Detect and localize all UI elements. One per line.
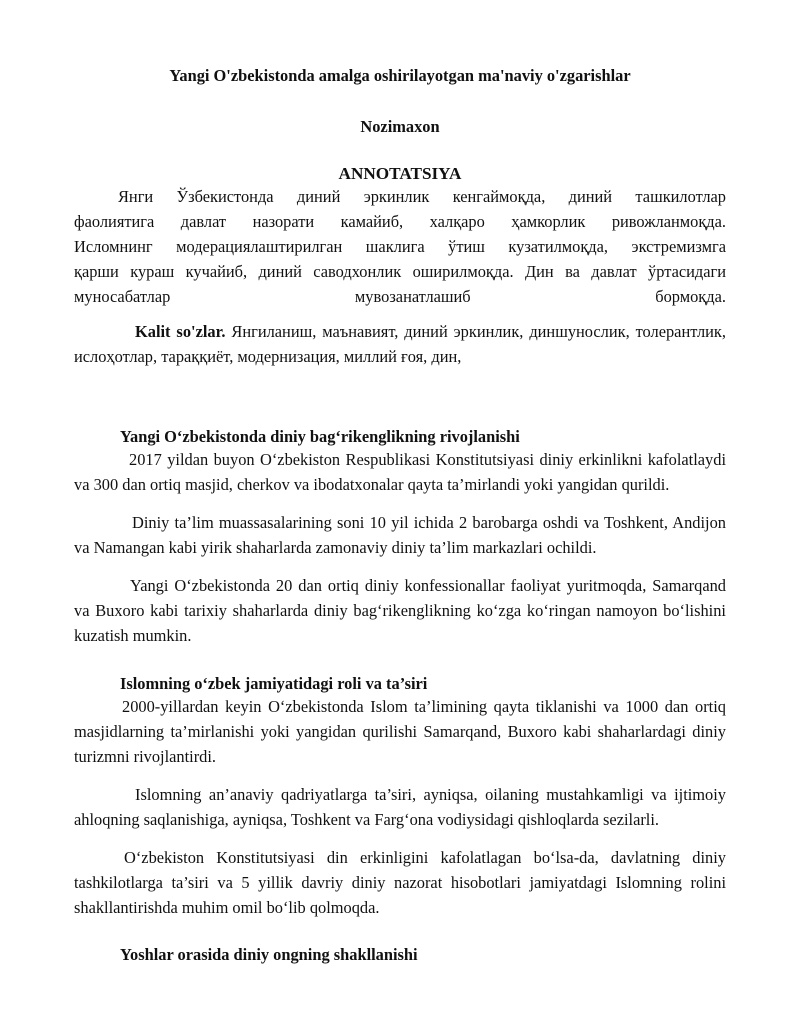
section-paragraph: Yangi O‘zbekistonda 20 dan ortiq diniy konfessionallar faoliyat yuritmoqda, Samarqand va Buxoro kabi tarixiy shaharlarda diniy bag‘rikenglikning ko‘zga ko‘ringan namoyon bo‘lishini kuzatish mumkin.	[74, 576, 726, 645]
author-name: Nozimaxon	[360, 117, 440, 136]
annotation-heading: ANNOTATSIYA	[338, 164, 462, 183]
section-heading: Islomning o‘zbek jamiyatidagi roli va ta’siri	[120, 674, 428, 693]
section-paragraph: O‘zbekiston Konstitutsiyasi din erkinligini kafolatlagan bo‘lsa-da, davlatning diniy tashkilotlarga ta’siri va 5 yillik davriy diniy nazorat hisobotlari jamiyatdagi Islomning rolini shakllantirishda muhim omil bo‘lib qolmoqda.	[74, 848, 726, 917]
annotation-line: Янги Ўзбекистонда диний эркинлик кенгаймоқда, диний ташкилотлар	[118, 187, 726, 206]
section-paragraph: Diniy ta’lim muassasalarining soni 10 yil ichida 2 barobarga oshdi va Toshkent, Andijon va Namangan kabi yirik shaharlarda zamonaviy diniy ta’lim markazlari ochildi.	[74, 513, 726, 557]
annotation-line: қарши кураш кучайиб, диний саводхонлик оширилмоқда. Дин ва давлат ўртасидаги	[74, 262, 726, 281]
document-page	[74, 66, 726, 965]
section-heading: Yoshlar orasida diniy ongning shakllanishi	[120, 945, 418, 964]
annotation-line: муносабатлар мувозанатлашиб бормоқда.	[74, 287, 726, 306]
keywords-text: Янгиланиш, маънавият, диний эркинлик, диншунослик, толерантлик, ислоҳотлар, тараққиёт, модернизация, миллий ғоя, дин,	[74, 322, 726, 366]
section-paragraph: 2000-yillardan keyin O‘zbekistonda Islom ta’limining qayta tiklanishi va 1000 dan ortiq masjidlarning ta’mirlanishi yoki yangidan qurilishi Samarqand, Buxoro kabi shaharlardagi diniy turizmni rivojlantirdi.	[74, 697, 726, 766]
keywords-paragraph	[74, 319, 726, 369]
annotation-line: фаолиятига давлат назорати камайиб, халқаро ҳамкорлик ривожланмоқда.	[74, 212, 726, 231]
annotation-body	[74, 184, 726, 309]
section-paragraph: Islomning an’anaviy qadriyatlarga ta’siri, ayniqsa, oilaning mustahkamligi va ijtimoiy ahloqning saqlanishiga, ayniqsa, Toshkent va Farg‘ona vodiysidagi qishloqlarda sezilarli.	[74, 785, 726, 829]
annotation-line: Исломнинг модерациялаштирилган шаклига ўтиш кузатилмоқда, экстремизмга	[74, 237, 726, 256]
document-title: Yangi O'zbekistonda amalga oshirilayotgan ma'naviy o'zgarishlar	[169, 66, 631, 85]
keywords-label: Kalit so'zlar.	[135, 322, 226, 341]
section-paragraph: 2017 yildan buyon O‘zbekiston Respublikasi Konstitutsiyasi diniy erkinlikni kafolatlaydi va 300 dan ortiq masjid, cherkov va ibodatxonalar qayta ta’mirlandi yoki yangidan qurildi.	[74, 450, 726, 494]
section-heading: Yangi O‘zbekistonda diniy bag‘rikenglikning rivojlanishi	[120, 427, 520, 446]
